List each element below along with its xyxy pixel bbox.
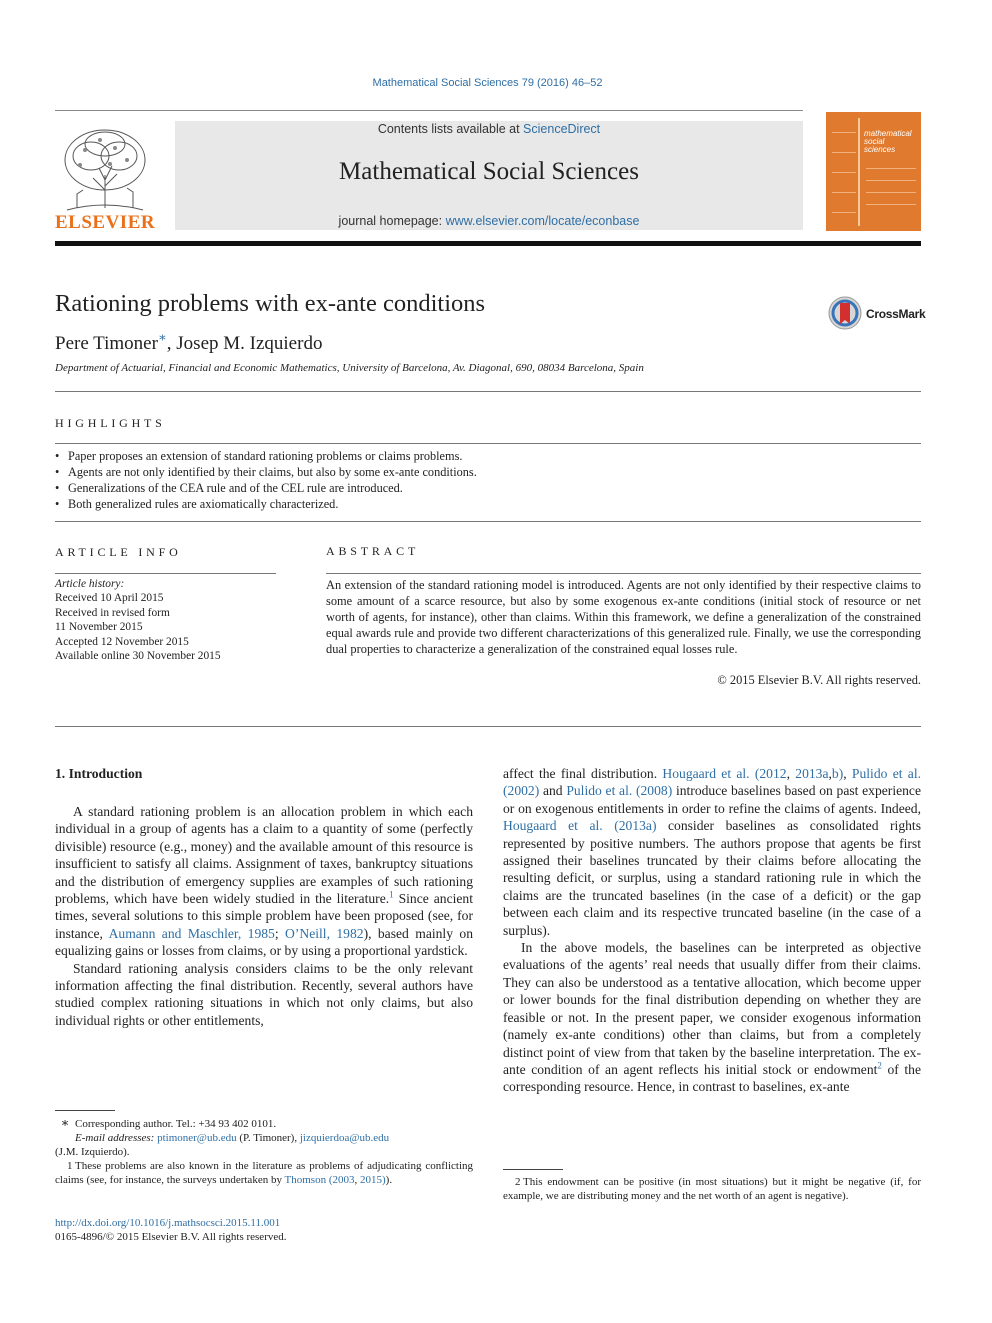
highlights-list (55, 448, 477, 512)
paragraph (503, 765, 921, 939)
highlights-heading: HIGHLIGHTS (55, 416, 166, 430)
author-name[interactable]: Josep M. Izquierdo (176, 333, 323, 354)
text-run: , (828, 766, 832, 781)
text-run: A standard rationing problem is an allocation problem in which each individual in a group of agents has a claim to a quantity of some (perfectly divisible) resource (e.g., money) and the available amount of this resource is insufficient to satisfy all claims. Assignment of taxes, bankruptcy situations and the distribution of emergency supplies are examples of such rationing problems, which have been widely studied in the literature. (55, 804, 473, 907)
corresponding-author-mark[interactable]: ∗ (157, 329, 167, 345)
footnote-corresponding (55, 1116, 473, 1131)
footnote-rule (503, 1169, 563, 1170)
footnote-1 (55, 1159, 473, 1187)
citation-link[interactable]: 2013a (795, 766, 829, 781)
email-owner: (J.M. Izquierdo). (55, 1146, 130, 1158)
abstract-text: An extension of the standard rationing model is introduced. Agents are not only identified by their respective claims to some amount of a scarce resource, but also by some exogenous ex-ante conditions (initial stock of resource or net worth of agents, for instance), other than claims. Within this framework, we define a generalization of the constrained equal awards rule and provide two different characterizations of this generalized rule. Finally, we use the corresponding dual properties to characterize a generalization of the constrained equal losses rule. (326, 578, 921, 656)
text-run: Since ancient times, several solutions to this simple problem have been proposed (see, for instance, (55, 891, 473, 941)
contents-line (175, 122, 803, 136)
text-run: ; (274, 925, 286, 941)
header-thick-rule (55, 241, 921, 246)
text-run: consider baselines as consolidated rights represented by positive numbers. The authors propose that agents be first assigned their baselines truncated by their claims before allocating the resulting deficit, or surplus, using a standard rationing rule in which the claims are the truncated baselines (in the case of a deficit) or the gap between each claim and its respective truncated baseline (in the case of a surplus). (503, 818, 921, 938)
footnote-2 (503, 1175, 921, 1203)
footnote-ref[interactable]: 2 (877, 1060, 882, 1071)
history-item: Accepted 12 November 2015 (55, 635, 189, 648)
section-divider (55, 443, 921, 444)
citation-link[interactable]: Hougaard et al. (2013a) (503, 818, 657, 834)
doi-link[interactable]: http://dx.doi.org/10.1016/j.mathsocsci.2015.11.001 (55, 1217, 281, 1229)
cover-rule (832, 132, 856, 133)
history-item: Received in revised form (55, 606, 170, 619)
section-divider (55, 391, 921, 392)
text-run: , (786, 766, 796, 781)
cover-rule (832, 172, 856, 173)
contents-prefix: Contents lists available at (377, 122, 524, 136)
text-run: affect the final distribution. (503, 766, 663, 781)
text-run: In the above models, the baselines can be interpreted as objective evaluations of the agents’ real needs that usually differ from their claims. They can also be understood as a tentative allocation, which become upper or lower bounds for the final distribution depending on whether they are feasible or not. In the present paper, we consider exogenous information (namely ex-ante conditions) other than claims, but from a completely distinct point of view from that taken by the baseline interpretation. The ex-ante condition of an agent reflects his initial stock or endowment (503, 940, 921, 1077)
citation-link[interactable]: 2015) (360, 1174, 386, 1186)
email-label: E-mail addresses: (75, 1132, 155, 1144)
footnote-mark: ∗ (60, 1115, 70, 1130)
footnote-text: This endowment can be positive (in most situations) but it might be negative (if, for example, we are distributing money and the net worth of an agent is negative). (503, 1176, 921, 1202)
crossmark-label[interactable]: CrossMark (866, 307, 926, 321)
cover-rule (866, 192, 916, 193)
homepage-prefix: journal homepage: (338, 214, 446, 228)
email-link[interactable]: ptimoner@ub.edu (157, 1132, 237, 1144)
cover-rule (832, 212, 856, 213)
citation-link[interactable]: Hougaard et al. (2012 (662, 766, 787, 781)
footnote-text: Corresponding author. Tel.: +34 93 402 0101. (75, 1118, 277, 1130)
paragraph (55, 803, 473, 960)
history-item: Available online 30 November 2015 (55, 650, 221, 663)
doi-block (55, 1216, 287, 1244)
journal-citation[interactable]: Mathematical Social Sciences 79 (2016) 46–52 (372, 77, 603, 89)
cover-panel (858, 118, 920, 226)
email-link[interactable]: jizquierdoa@ub.edu (299, 1132, 390, 1144)
sciencedirect-link[interactable]: ScienceDirect (523, 122, 601, 136)
cover-rule (832, 192, 856, 193)
text-run: and (539, 783, 567, 799)
author-separator: , (166, 333, 177, 354)
body-column-left (55, 803, 473, 1029)
abstract-copyright: © 2015 Elsevier B.V. All rights reserved. (717, 673, 921, 687)
history-item: Received 10 April 2015 (55, 592, 164, 605)
footnote-ref[interactable]: 1 (389, 889, 394, 900)
cover-title: mathematical social sciences (864, 129, 912, 154)
citation-link[interactable]: Thomson (2003 (284, 1174, 355, 1186)
footnote-rule (55, 1110, 115, 1111)
section-divider (55, 726, 921, 727)
article-info-rule (55, 573, 276, 574)
cover-rule (866, 204, 916, 205)
footnotes-left (55, 1116, 473, 1187)
section-heading: 1. Introduction (55, 766, 143, 781)
cover-rule (866, 180, 916, 181)
cover-rule (832, 152, 856, 153)
footnote-mark: 2 (515, 1176, 521, 1188)
citation-link[interactable]: O’Neill, 1982 (285, 925, 364, 941)
highlight-item: • Generalizations of the CEA rule and of the CEL rule are introduced. (55, 480, 477, 496)
cover-rule (866, 168, 916, 169)
header-divider (55, 110, 803, 111)
email-owner: (P. Timoner), (236, 1132, 300, 1144)
footnote-text: ). (385, 1174, 393, 1186)
footnote-text: , (354, 1174, 360, 1186)
article-info-heading: ARTICLE INFO (55, 545, 182, 559)
text-run: , (843, 766, 852, 781)
author-name[interactable]: Pere Timoner (55, 333, 158, 354)
citation-link[interactable]: Pulido et al. (2002) (503, 766, 922, 799)
text-run: introduce baselines based on past experience or on exogenous entitlements in order to refine the claims of agents. Indeed, (503, 783, 921, 816)
text-run: ), based mainly on equalizing gains or losses from claims, or by using a proportional yardstick. (55, 925, 473, 959)
crossmark-icon[interactable] (828, 296, 862, 330)
issn-line: 0165-4896/© 2015 Elsevier B.V. All rights reserved. (55, 1231, 287, 1243)
author-list (55, 329, 323, 355)
body-column-right (503, 765, 921, 1096)
footnote-2-text (503, 1175, 921, 1203)
abstract-heading: ABSTRACT (326, 544, 420, 558)
citation-link[interactable]: b) (831, 766, 844, 781)
journal-name[interactable]: Mathematical Social Sciences (339, 158, 639, 185)
citation-link[interactable]: Pulido et al. (2008) (566, 783, 673, 799)
abstract-rule (326, 573, 921, 574)
highlight-item: • Paper proposes an extension of standard rationing problems or claims problems. (55, 448, 477, 464)
homepage-line (175, 214, 803, 228)
elsevier-wordmark: ELSEVIER (55, 212, 156, 233)
footnote-text: These problems are also known in the literature as problems of adjudicating conflicting claims (see, for instance, the surveys undertaken by (55, 1160, 473, 1186)
footnote-mark: 1 (67, 1160, 73, 1172)
citation-link[interactable]: Aumann and Maschler, 1985 (108, 925, 275, 941)
article-title: Rationing problems with ex-ante conditions (55, 290, 486, 317)
section-divider (55, 521, 921, 522)
history-item: 11 November 2015 (55, 621, 143, 634)
history-label: Article history: (55, 578, 125, 590)
highlight-item: • Agents are not only identified by their claims, but also by some ex-ante conditions. (55, 464, 477, 480)
paragraph: Standard rationing analysis considers claims to be the only relevant information affecting the final distribution. Recently, several authors have studied complex rationing situations in which not only claims, but also individual rights or other entitlements, (55, 960, 473, 1028)
article-history (55, 577, 221, 663)
homepage-link[interactable]: www.elsevier.com/locate/econbase (445, 214, 640, 228)
paragraph (503, 939, 921, 1096)
text-run: of the corresponding resource. Hence, in contrast to baselines, ex-ante (503, 1061, 921, 1095)
footnote-emails (55, 1131, 473, 1145)
affiliation: Department of Actuarial, Financial and Economic Mathematics, University of Barcelona, Av. Diagonal, 690, 08034 Barcelona, Spain (55, 362, 644, 374)
highlight-item: • Both generalized rules are axiomatically characterized. (55, 496, 477, 512)
